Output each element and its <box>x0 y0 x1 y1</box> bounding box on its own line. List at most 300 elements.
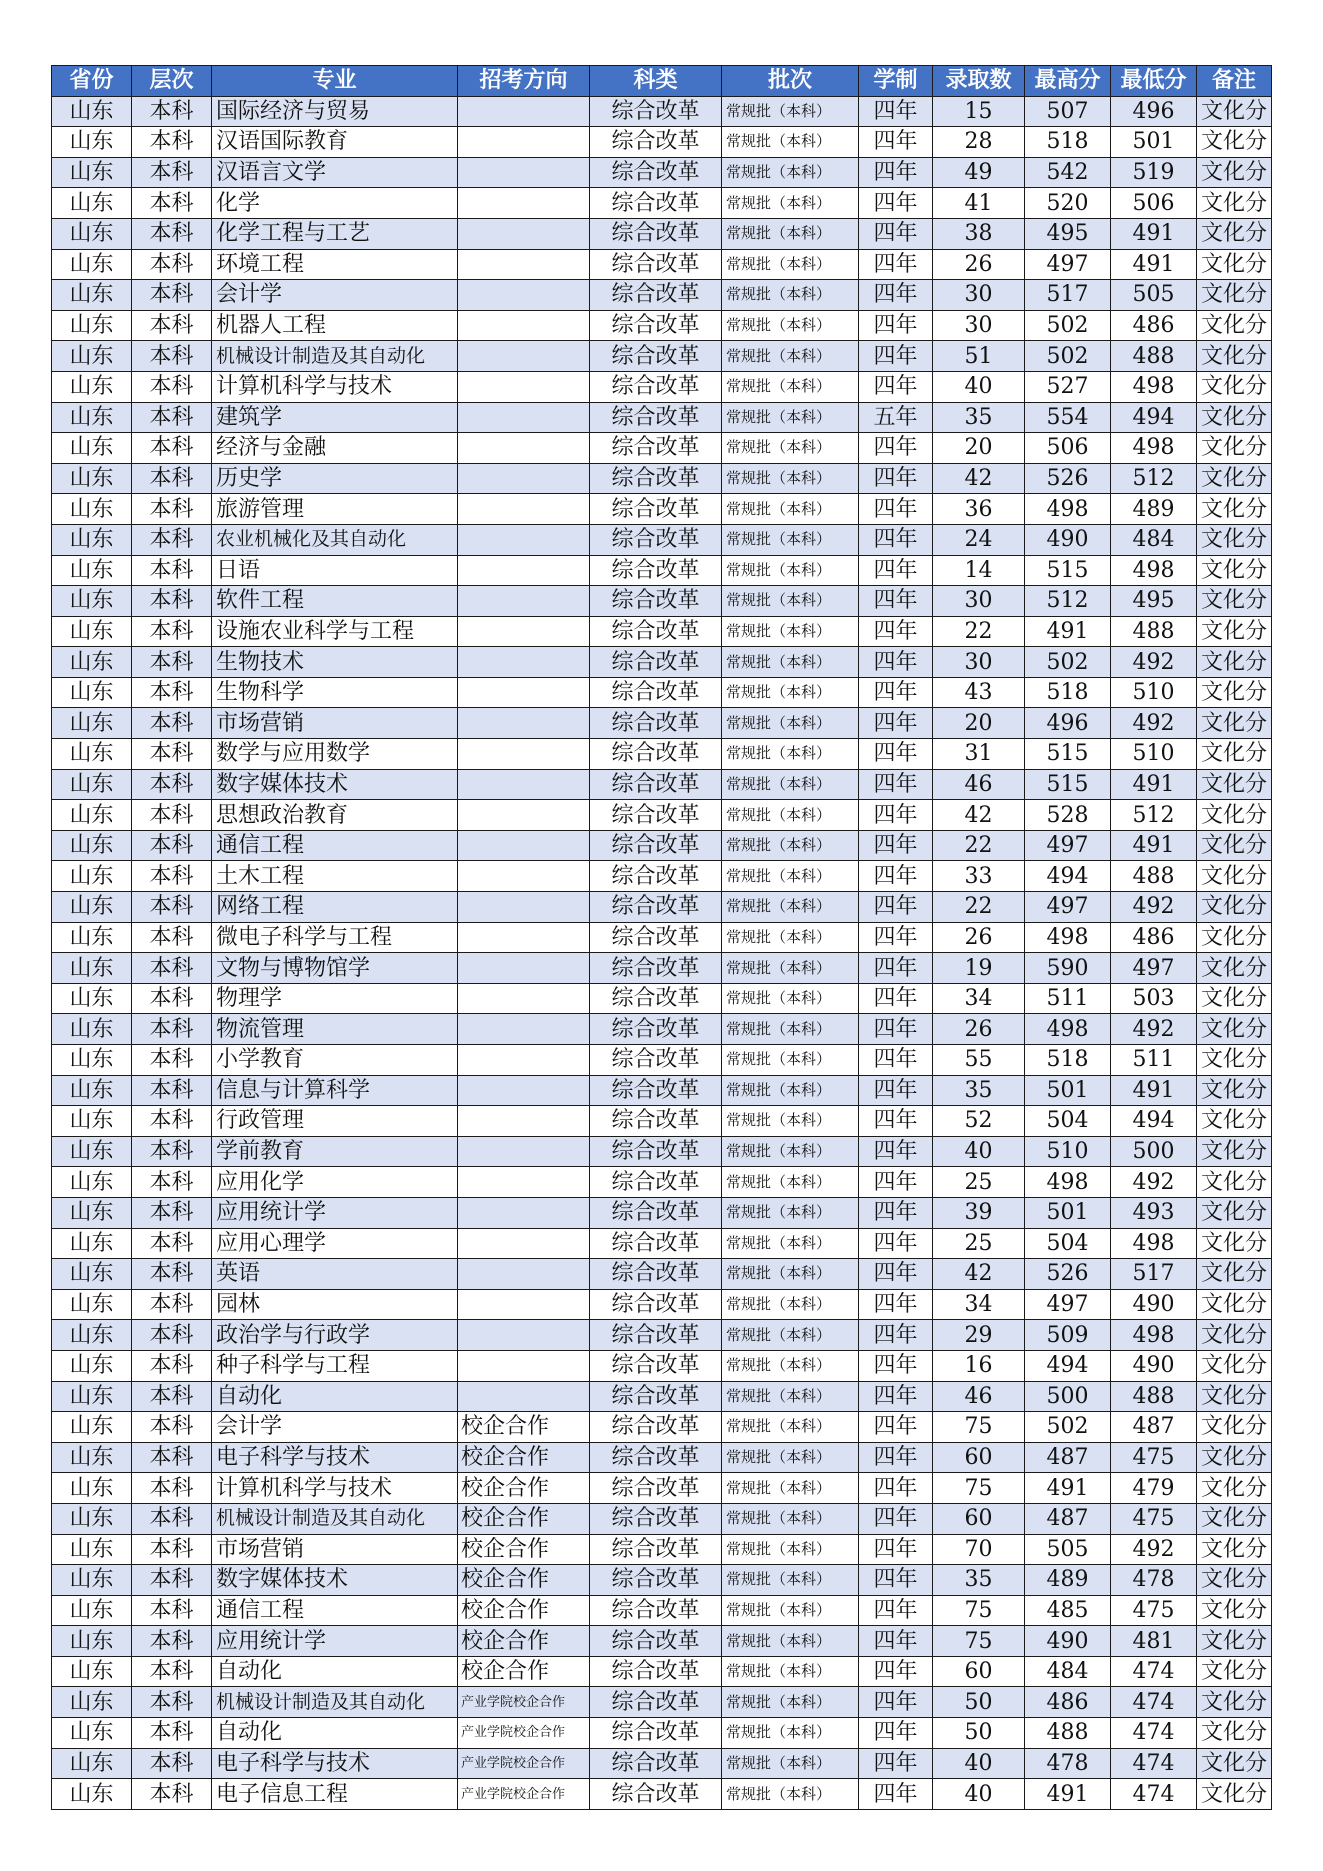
cell-province: 山东 <box>52 127 132 158</box>
cell-batch: 常规批（本科） <box>722 1412 859 1443</box>
cell-level: 本科 <box>132 280 212 311</box>
cell-max-score: 502 <box>1025 310 1111 341</box>
cell-duration: 四年 <box>859 1748 933 1779</box>
cell-level: 本科 <box>132 1228 212 1259</box>
cell-province: 山东 <box>52 739 132 770</box>
cell-note: 文化分 <box>1197 677 1272 708</box>
cell-duration: 四年 <box>859 1045 933 1076</box>
cell-level: 本科 <box>132 1748 212 1779</box>
cell-min-score: 517 <box>1111 1259 1197 1290</box>
cell-min-score: 498 <box>1111 1228 1197 1259</box>
cell-min-score: 474 <box>1111 1748 1197 1779</box>
cell-province: 山东 <box>52 310 132 341</box>
table-row <box>52 1534 1272 1565</box>
cell-max-score: 500 <box>1025 1381 1111 1412</box>
cell-level: 本科 <box>132 1442 212 1473</box>
cell-level: 本科 <box>132 218 212 249</box>
cell-note: 文化分 <box>1197 647 1272 678</box>
cell-min-score: 500 <box>1111 1136 1197 1167</box>
cell-note: 文化分 <box>1197 1503 1272 1534</box>
cell-duration: 四年 <box>859 1075 933 1106</box>
cell-max-score: 498 <box>1025 1167 1111 1198</box>
table-row <box>52 371 1272 402</box>
cell-batch: 常规批（本科） <box>722 586 859 617</box>
cell-direction: 产业学院校企合作 <box>458 1718 590 1749</box>
cell-note: 文化分 <box>1197 1718 1272 1749</box>
cell-max-score: 487 <box>1025 1503 1111 1534</box>
cell-duration: 四年 <box>859 616 933 647</box>
cell-max-score: 491 <box>1025 616 1111 647</box>
cell-batch: 常规批（本科） <box>722 524 859 555</box>
cell-note: 文化分 <box>1197 1656 1272 1687</box>
cell-note: 文化分 <box>1197 1259 1272 1290</box>
cell-batch: 常规批（本科） <box>722 1687 859 1718</box>
cell-level: 本科 <box>132 1779 212 1810</box>
cell-batch: 常规批（本科） <box>722 1656 859 1687</box>
cell-max-score: 515 <box>1025 555 1111 586</box>
cell-max-score: 491 <box>1025 1473 1111 1504</box>
cell-batch: 常规批（本科） <box>722 616 859 647</box>
cell-duration: 四年 <box>859 739 933 770</box>
cell-direction <box>458 218 590 249</box>
cell-province: 山东 <box>52 1136 132 1167</box>
cell-max-score: 502 <box>1025 341 1111 372</box>
cell-major: 建筑学 <box>212 402 458 433</box>
cell-note: 文化分 <box>1197 280 1272 311</box>
cell-duration: 四年 <box>859 1595 933 1626</box>
cell-admitted: 34 <box>933 983 1025 1014</box>
cell-direction <box>458 1381 590 1412</box>
cell-province: 山东 <box>52 1442 132 1473</box>
cell-direction: 产业学院校企合作 <box>458 1779 590 1810</box>
table-row <box>52 249 1272 280</box>
cell-max-score: 497 <box>1025 1289 1111 1320</box>
cell-level: 本科 <box>132 1014 212 1045</box>
cell-admitted: 30 <box>933 586 1025 617</box>
cell-direction <box>458 463 590 494</box>
cell-province: 山东 <box>52 1106 132 1137</box>
cell-category: 综合改革 <box>590 1442 722 1473</box>
cell-max-score: 498 <box>1025 494 1111 525</box>
cell-min-score: 495 <box>1111 586 1197 617</box>
cell-category: 综合改革 <box>590 1473 722 1504</box>
cell-max-score: 512 <box>1025 586 1111 617</box>
cell-note: 文化分 <box>1197 1014 1272 1045</box>
cell-admitted: 33 <box>933 861 1025 892</box>
admission-table <box>51 65 1272 1810</box>
cell-category: 综合改革 <box>590 1381 722 1412</box>
cell-direction <box>458 1228 590 1259</box>
cell-level: 本科 <box>132 647 212 678</box>
cell-category: 综合改革 <box>590 586 722 617</box>
cell-admitted: 30 <box>933 647 1025 678</box>
cell-category: 综合改革 <box>590 188 722 219</box>
cell-duration: 四年 <box>859 953 933 984</box>
cell-note: 文化分 <box>1197 769 1272 800</box>
cell-province: 山东 <box>52 188 132 219</box>
cell-max-score: 510 <box>1025 1136 1111 1167</box>
cell-category: 综合改革 <box>590 861 722 892</box>
cell-level: 本科 <box>132 1136 212 1167</box>
table-row <box>52 1442 1272 1473</box>
cell-direction <box>458 647 590 678</box>
cell-admitted: 16 <box>933 1350 1025 1381</box>
cell-level: 本科 <box>132 1167 212 1198</box>
cell-category: 综合改革 <box>590 1106 722 1137</box>
cell-province: 山东 <box>52 769 132 800</box>
cell-note: 文化分 <box>1197 1289 1272 1320</box>
cell-province: 山东 <box>52 708 132 739</box>
cell-batch: 常规批（本科） <box>722 96 859 127</box>
cell-max-score: 509 <box>1025 1320 1111 1351</box>
cell-direction <box>458 1167 590 1198</box>
cell-duration: 四年 <box>859 1779 933 1810</box>
cell-note: 文化分 <box>1197 157 1272 188</box>
cell-level: 本科 <box>132 922 212 953</box>
cell-batch: 常规批（本科） <box>722 310 859 341</box>
table-row <box>52 1136 1272 1167</box>
cell-note: 文化分 <box>1197 708 1272 739</box>
cell-category: 综合改革 <box>590 1320 722 1351</box>
cell-direction <box>458 739 590 770</box>
cell-direction <box>458 249 590 280</box>
cell-category: 综合改革 <box>590 1289 722 1320</box>
cell-batch: 常规批（本科） <box>722 830 859 861</box>
cell-major: 会计学 <box>212 1412 458 1443</box>
table-row <box>52 1718 1272 1749</box>
cell-max-score: 518 <box>1025 677 1111 708</box>
cell-note: 文化分 <box>1197 1748 1272 1779</box>
cell-admitted: 20 <box>933 433 1025 464</box>
cell-category: 综合改革 <box>590 1167 722 1198</box>
cell-major: 数学与应用数学 <box>212 739 458 770</box>
cell-province: 山东 <box>52 953 132 984</box>
cell-note: 文化分 <box>1197 1320 1272 1351</box>
table-row <box>52 402 1272 433</box>
cell-direction <box>458 800 590 831</box>
cell-admitted: 70 <box>933 1534 1025 1565</box>
cell-category: 综合改革 <box>590 1565 722 1596</box>
cell-admitted: 42 <box>933 800 1025 831</box>
cell-direction <box>458 1014 590 1045</box>
cell-major: 物理学 <box>212 983 458 1014</box>
cell-major: 电子科学与技术 <box>212 1748 458 1779</box>
cell-note: 文化分 <box>1197 188 1272 219</box>
cell-province: 山东 <box>52 218 132 249</box>
cell-duration: 四年 <box>859 800 933 831</box>
cell-major: 行政管理 <box>212 1106 458 1137</box>
cell-duration: 四年 <box>859 127 933 158</box>
cell-direction <box>458 1259 590 1290</box>
cell-min-score: 474 <box>1111 1779 1197 1810</box>
cell-note: 文化分 <box>1197 1381 1272 1412</box>
cell-category: 综合改革 <box>590 983 722 1014</box>
table-row <box>52 1687 1272 1718</box>
cell-major: 数字媒体技术 <box>212 1565 458 1596</box>
header-min-score: 最低分 <box>1111 66 1197 97</box>
cell-max-score: 590 <box>1025 953 1111 984</box>
cell-batch: 常规批（本科） <box>722 1106 859 1137</box>
cell-admitted: 31 <box>933 739 1025 770</box>
cell-max-score: 496 <box>1025 708 1111 739</box>
cell-note: 文化分 <box>1197 1136 1272 1167</box>
cell-note: 文化分 <box>1197 402 1272 433</box>
cell-level: 本科 <box>132 586 212 617</box>
cell-direction: 校企合作 <box>458 1595 590 1626</box>
cell-batch: 常规批（本科） <box>722 892 859 923</box>
cell-min-score: 479 <box>1111 1473 1197 1504</box>
cell-note: 文化分 <box>1197 830 1272 861</box>
cell-direction <box>458 983 590 1014</box>
cell-min-score: 491 <box>1111 1075 1197 1106</box>
cell-category: 综合改革 <box>590 218 722 249</box>
cell-batch: 常规批（本科） <box>722 1748 859 1779</box>
cell-province: 山东 <box>52 892 132 923</box>
cell-max-score: 490 <box>1025 1626 1111 1657</box>
cell-admitted: 15 <box>933 96 1025 127</box>
cell-major: 英语 <box>212 1259 458 1290</box>
cell-category: 综合改革 <box>590 127 722 158</box>
cell-min-score: 498 <box>1111 555 1197 586</box>
cell-duration: 四年 <box>859 647 933 678</box>
cell-direction: 产业学院校企合作 <box>458 1748 590 1779</box>
cell-major: 化学工程与工艺 <box>212 218 458 249</box>
cell-note: 文化分 <box>1197 494 1272 525</box>
cell-min-score: 519 <box>1111 157 1197 188</box>
cell-category: 综合改革 <box>590 739 722 770</box>
cell-category: 综合改革 <box>590 800 722 831</box>
cell-province: 山东 <box>52 1259 132 1290</box>
cell-level: 本科 <box>132 494 212 525</box>
cell-direction <box>458 371 590 402</box>
cell-direction <box>458 1350 590 1381</box>
table-row <box>52 861 1272 892</box>
cell-min-score: 512 <box>1111 463 1197 494</box>
cell-min-score: 496 <box>1111 96 1197 127</box>
cell-major: 自动化 <box>212 1656 458 1687</box>
cell-province: 山东 <box>52 1045 132 1076</box>
cell-min-score: 512 <box>1111 800 1197 831</box>
cell-duration: 四年 <box>859 96 933 127</box>
cell-major: 微电子科学与工程 <box>212 922 458 953</box>
cell-batch: 常规批（本科） <box>722 1534 859 1565</box>
table-row <box>52 1167 1272 1198</box>
cell-category: 综合改革 <box>590 249 722 280</box>
cell-batch: 常规批（本科） <box>722 1626 859 1657</box>
cell-max-score: 542 <box>1025 157 1111 188</box>
cell-province: 山东 <box>52 1779 132 1810</box>
cell-duration: 四年 <box>859 1473 933 1504</box>
cell-major: 市场营销 <box>212 708 458 739</box>
cell-batch: 常规批（本科） <box>722 800 859 831</box>
cell-min-score: 487 <box>1111 1412 1197 1443</box>
table-row <box>52 1748 1272 1779</box>
cell-admitted: 26 <box>933 249 1025 280</box>
cell-max-score: 488 <box>1025 1718 1111 1749</box>
table-row <box>52 1503 1272 1534</box>
cell-category: 综合改革 <box>590 1779 722 1810</box>
cell-major: 自动化 <box>212 1718 458 1749</box>
cell-province: 山东 <box>52 1656 132 1687</box>
cell-admitted: 30 <box>933 280 1025 311</box>
cell-major: 化学 <box>212 188 458 219</box>
cell-batch: 常规批（本科） <box>722 1289 859 1320</box>
cell-note: 文化分 <box>1197 1595 1272 1626</box>
cell-level: 本科 <box>132 861 212 892</box>
cell-min-score: 510 <box>1111 739 1197 770</box>
cell-duration: 四年 <box>859 371 933 402</box>
cell-admitted: 19 <box>933 953 1025 984</box>
table-row <box>52 494 1272 525</box>
cell-note: 文化分 <box>1197 892 1272 923</box>
cell-province: 山东 <box>52 1595 132 1626</box>
cell-major: 机械设计制造及其自动化 <box>212 341 458 372</box>
cell-admitted: 22 <box>933 616 1025 647</box>
cell-province: 山东 <box>52 249 132 280</box>
cell-duration: 四年 <box>859 708 933 739</box>
cell-level: 本科 <box>132 1687 212 1718</box>
cell-category: 综合改革 <box>590 402 722 433</box>
cell-max-score: 511 <box>1025 983 1111 1014</box>
cell-duration: 四年 <box>859 830 933 861</box>
cell-major: 物流管理 <box>212 1014 458 1045</box>
header-duration: 学制 <box>859 66 933 97</box>
cell-category: 综合改革 <box>590 555 722 586</box>
cell-batch: 常规批（本科） <box>722 708 859 739</box>
cell-direction <box>458 922 590 953</box>
cell-province: 山东 <box>52 433 132 464</box>
cell-note: 文化分 <box>1197 1442 1272 1473</box>
cell-major: 数字媒体技术 <box>212 769 458 800</box>
cell-category: 综合改革 <box>590 433 722 464</box>
cell-major: 农业机械化及其自动化 <box>212 524 458 555</box>
cell-batch: 常规批（本科） <box>722 953 859 984</box>
cell-min-score: 493 <box>1111 1197 1197 1228</box>
cell-max-score: 515 <box>1025 739 1111 770</box>
cell-note: 文化分 <box>1197 1228 1272 1259</box>
table-row <box>52 463 1272 494</box>
cell-note: 文化分 <box>1197 433 1272 464</box>
cell-admitted: 40 <box>933 371 1025 402</box>
cell-major: 信息与计算科学 <box>212 1075 458 1106</box>
cell-category: 综合改革 <box>590 1045 722 1076</box>
cell-level: 本科 <box>132 616 212 647</box>
cell-max-score: 489 <box>1025 1565 1111 1596</box>
cell-province: 山东 <box>52 1167 132 1198</box>
header-level: 层次 <box>132 66 212 97</box>
cell-min-score: 488 <box>1111 616 1197 647</box>
cell-max-score: 527 <box>1025 371 1111 402</box>
cell-direction <box>458 341 590 372</box>
cell-direction <box>458 280 590 311</box>
cell-admitted: 40 <box>933 1136 1025 1167</box>
cell-direction <box>458 96 590 127</box>
cell-note: 文化分 <box>1197 249 1272 280</box>
table-row <box>52 922 1272 953</box>
cell-min-score: 491 <box>1111 830 1197 861</box>
cell-max-score: 528 <box>1025 800 1111 831</box>
cell-province: 山东 <box>52 96 132 127</box>
cell-major: 思想政治教育 <box>212 800 458 831</box>
cell-note: 文化分 <box>1197 218 1272 249</box>
cell-category: 综合改革 <box>590 341 722 372</box>
cell-major: 环境工程 <box>212 249 458 280</box>
cell-province: 山东 <box>52 157 132 188</box>
cell-province: 山东 <box>52 402 132 433</box>
cell-major: 小学教育 <box>212 1045 458 1076</box>
cell-admitted: 40 <box>933 1779 1025 1810</box>
cell-duration: 四年 <box>859 1320 933 1351</box>
cell-province: 山东 <box>52 1075 132 1106</box>
cell-level: 本科 <box>132 1075 212 1106</box>
cell-min-score: 489 <box>1111 494 1197 525</box>
cell-level: 本科 <box>132 1656 212 1687</box>
cell-province: 山东 <box>52 1565 132 1596</box>
cell-direction <box>458 157 590 188</box>
cell-admitted: 22 <box>933 892 1025 923</box>
cell-max-score: 518 <box>1025 1045 1111 1076</box>
cell-level: 本科 <box>132 1381 212 1412</box>
cell-note: 文化分 <box>1197 1779 1272 1810</box>
cell-major: 应用化学 <box>212 1167 458 1198</box>
cell-category: 综合改革 <box>590 677 722 708</box>
cell-batch: 常规批（本科） <box>722 1136 859 1167</box>
cell-province: 山东 <box>52 1350 132 1381</box>
cell-admitted: 46 <box>933 1381 1025 1412</box>
cell-category: 综合改革 <box>590 494 722 525</box>
cell-duration: 四年 <box>859 586 933 617</box>
cell-min-score: 492 <box>1111 1014 1197 1045</box>
cell-batch: 常规批（本科） <box>722 1565 859 1596</box>
cell-batch: 常规批（本科） <box>722 157 859 188</box>
cell-province: 山东 <box>52 1473 132 1504</box>
cell-admitted: 60 <box>933 1503 1025 1534</box>
cell-max-score: 498 <box>1025 922 1111 953</box>
cell-min-score: 505 <box>1111 280 1197 311</box>
cell-min-score: 501 <box>1111 127 1197 158</box>
cell-major: 设施农业科学与工程 <box>212 616 458 647</box>
cell-batch: 常规批（本科） <box>722 1075 859 1106</box>
cell-category: 综合改革 <box>590 1228 722 1259</box>
cell-note: 文化分 <box>1197 1565 1272 1596</box>
cell-admitted: 60 <box>933 1442 1025 1473</box>
cell-note: 文化分 <box>1197 1534 1272 1565</box>
cell-level: 本科 <box>132 463 212 494</box>
cell-min-score: 478 <box>1111 1565 1197 1596</box>
cell-direction <box>458 953 590 984</box>
cell-batch: 常规批（本科） <box>722 1228 859 1259</box>
cell-province: 山东 <box>52 1289 132 1320</box>
cell-duration: 四年 <box>859 1259 933 1290</box>
cell-province: 山东 <box>52 616 132 647</box>
cell-category: 综合改革 <box>590 524 722 555</box>
cell-level: 本科 <box>132 983 212 1014</box>
cell-level: 本科 <box>132 96 212 127</box>
cell-level: 本科 <box>132 1320 212 1351</box>
cell-note: 文化分 <box>1197 1197 1272 1228</box>
cell-direction <box>458 1136 590 1167</box>
cell-min-score: 490 <box>1111 1350 1197 1381</box>
cell-note: 文化分 <box>1197 1350 1272 1381</box>
cell-min-score: 497 <box>1111 953 1197 984</box>
cell-admitted: 52 <box>933 1106 1025 1137</box>
cell-min-score: 475 <box>1111 1442 1197 1473</box>
table-row <box>52 1075 1272 1106</box>
cell-note: 文化分 <box>1197 96 1272 127</box>
cell-direction <box>458 1320 590 1351</box>
cell-duration: 四年 <box>859 1412 933 1443</box>
cell-note: 文化分 <box>1197 922 1272 953</box>
